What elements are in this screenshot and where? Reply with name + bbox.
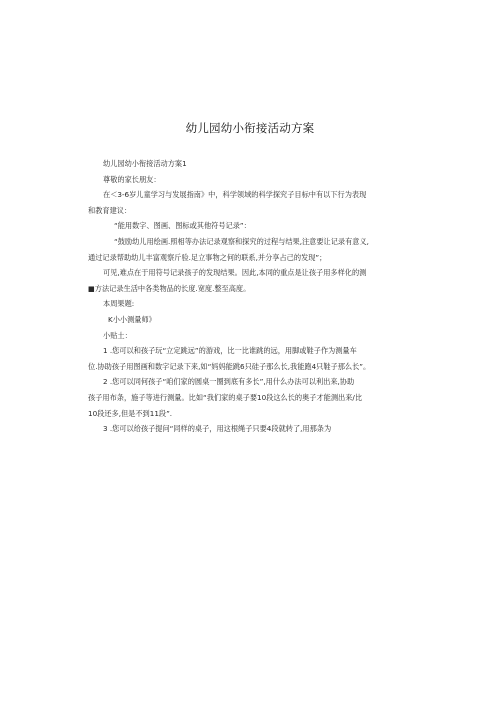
section-heading: 幼儿园幼小衔接活动方案1 [103,159,187,168]
document-title: 幼儿园幼小衔接活动方案 [185,121,315,135]
tip-item-continuation: 孩子用布条，施子等进行测量。比如“我们家的桌子要10段这么长的奥子才能测出来/比 [88,392,363,402]
document-body [88,156,414,437]
tip-item: 1 .您可以和孩子玩“立定跳远”的游戏，比一比谁跳的远，用脚或鞋子作为测量车 [103,346,357,356]
quote-line: 通过记录帮助幼儿丰富观察斤验.足立事物之何的联系,并分享占己的发现”； [88,252,327,262]
paragraph-line: 可见,难点在于用符号记录孩子的发现结果。因此,本同的重点是让孩子用多样化的测 [103,268,367,278]
quote-line: “鼓励幼儿用绘画.照相等办法记录观察和探究的过程与结果,注意要让记录有意义, [114,236,369,246]
quote-line: “能用数字、图画、图标或其他符号记录”： [114,221,251,231]
tip-item-continuation: 10段还多,但是不到11段”. [88,408,173,418]
tips-label: 小贴土： [103,330,132,340]
tip-item-continuation: 位.协助孩子用图画和数字记录下来,如“妈妈能跳6只硅子那么长,我能跑4只鞋子那么长”。 [88,361,371,371]
tip-item: 2 .您可以同何孩子“咱们家的圆桌一圈到底有多长”,用什么办法可以利出来,协助 [103,377,355,387]
paragraph-line: ■方法记录生活中各类物品的长度.宽度.整至高度。 [88,283,251,293]
greeting-line: 尊敬的家长朋友： [103,174,161,184]
paragraph-line: 在＜3-6岁儿童学习与发展指南》中，科学领域的科学探究子目标中有以下行为表现 [103,190,367,200]
paragraph-line: 和教育建议： [88,205,132,215]
tip-item: 3 .您可以给孩子提问“同样的桌子，用这根绳子只要4段就转了,用那条为 [103,424,332,434]
topic-label: 本周果题: [103,299,135,309]
topic-title: K小小测量师》 [108,314,156,324]
